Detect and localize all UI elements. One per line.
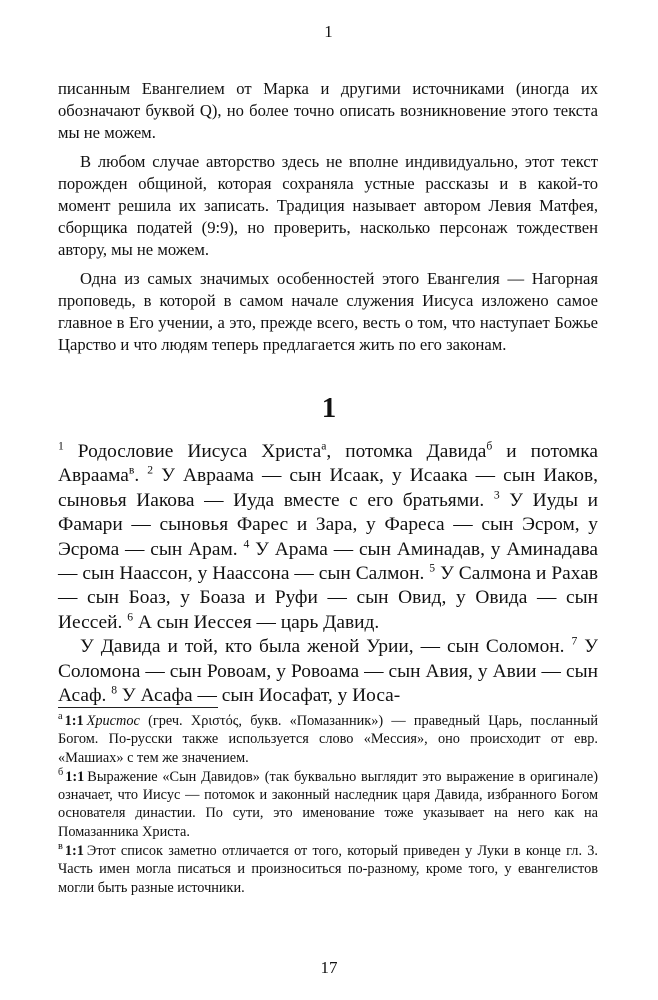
- verse-number: 5: [429, 561, 436, 575]
- footnote: [58, 842, 598, 897]
- footnote: [58, 768, 598, 841]
- verse-text: У Авраама — сын Исаак, у Исаака — сын Иаков, сыновья Иакова — Иуда вместе с его братьями.: [58, 465, 598, 511]
- footnote-text: Выражение «Сын Давидов» (так буквально выглядит это выражение в оригинале) означает, что Иисус — потомок и законный наследник царя Давида, избранного Богом основателя династии. По сути, это именование тоже указывает на него как на Помазанника Христа.: [58, 768, 598, 840]
- verse-text: и потомка Авраама: [58, 441, 598, 487]
- verse-text: У Салмона и Рахав — сын Боаз, у Боаза и Руфи — сын Овид, у Овида — сын Иессей.: [58, 563, 598, 633]
- intro-paragraph: писанным Евангелием от Марка и другими источниками (иногда их обозначают буквой Q), но более точно описать возникновение этого текста мы не можем.: [58, 79, 598, 143]
- scripture-paragraph: [58, 635, 598, 708]
- verse-number: 6: [127, 610, 134, 624]
- footnote-marker: а: [321, 439, 327, 453]
- footnote-label: б: [58, 767, 64, 779]
- footnote: [58, 712, 598, 767]
- verse-text: У Асафа — сын Иосафат, у Иоса-: [121, 685, 401, 707]
- footnote-text: Этот список заметно отличается от того, который приведен у Луки в конце гл. 3. Часть имен могла писаться и произноситься по-разному, кроме того, у евангелистов могли быть разные источники.: [58, 843, 598, 896]
- verse-text: У Давида и той, кто была женой Урии, — сын Соломон.: [80, 636, 565, 658]
- intro-paragraph: Одна из самых значимых особенностей этого Евангелия — Нагорная проповедь, в которой в самом начале служения Иисуса изложено самое главное в Его учении, а это, прежде всего, весть о том, что наступает Божье Царство и что людям теперь предлагается жить по его законам.: [58, 268, 598, 355]
- verse-number: 1: [58, 439, 64, 453]
- verse-text: А сын Иессея — царь Давид.: [137, 611, 380, 633]
- running-head: 1: [324, 22, 334, 41]
- footnote-reference: 1:1: [64, 843, 84, 860]
- verse-text: У Соломона — сын Ровоам, у Ровоама — сын Авия, у Авии — сын Асаф.: [58, 636, 598, 707]
- verse-text: У Иуды и Фамари — сыновья Фарес и Зара, у Фареса — сын Эсром, у Эсрома — сын Арам.: [58, 489, 598, 560]
- footnote-text: (греч. Χριστός, букв. «Помазанник») — праведный Царь, посланный Богом. По-русски также используется слово «Мессия», оно происходит от евр. «Машиах» с тем же значением.: [58, 713, 598, 766]
- verse-number: 2: [147, 463, 154, 477]
- scripture-text: [58, 440, 598, 708]
- footnote-marker: б: [486, 439, 493, 453]
- verse-text: У Арама — сын Аминадав, у Аминадава — сын Наассон, у Наассона — сын Салмон.: [58, 538, 598, 585]
- footnotes: [58, 712, 598, 898]
- footnote-marker: в: [128, 463, 135, 477]
- scripture-paragraph: [58, 440, 598, 635]
- chapter-heading: 1: [321, 392, 337, 424]
- verse-number: 7: [571, 634, 578, 648]
- verse-number: 4: [243, 537, 250, 551]
- footnote-reference: 1:1: [64, 713, 84, 729]
- footnote-reference: 1:1: [65, 768, 85, 785]
- verse-number: 3: [493, 488, 500, 502]
- footnote-label: в: [58, 841, 63, 853]
- verse-text: Родословие Иисуса Христа: [77, 441, 322, 462]
- verse-text: .: [134, 465, 140, 487]
- footnote-label: а: [58, 711, 63, 723]
- page-number: 17: [320, 958, 338, 977]
- footnote-term: Христос: [86, 713, 140, 729]
- footnote-divider: [58, 707, 218, 708]
- verse-number: 8: [111, 683, 118, 697]
- intro-text: [58, 78, 598, 362]
- verse-text: , потомка Давида: [326, 441, 487, 462]
- intro-paragraph: В любом случае авторство здесь не вполне индивидуально, этот текст порожден общиной, которая сохраняла устные рассказы и в какой-то момент решила их записать. Традиция называет автором Левия Матфея, сборщика податей (9:9), но проверить, насколько персонаж тождествен автору, мы не можем.: [58, 151, 598, 260]
